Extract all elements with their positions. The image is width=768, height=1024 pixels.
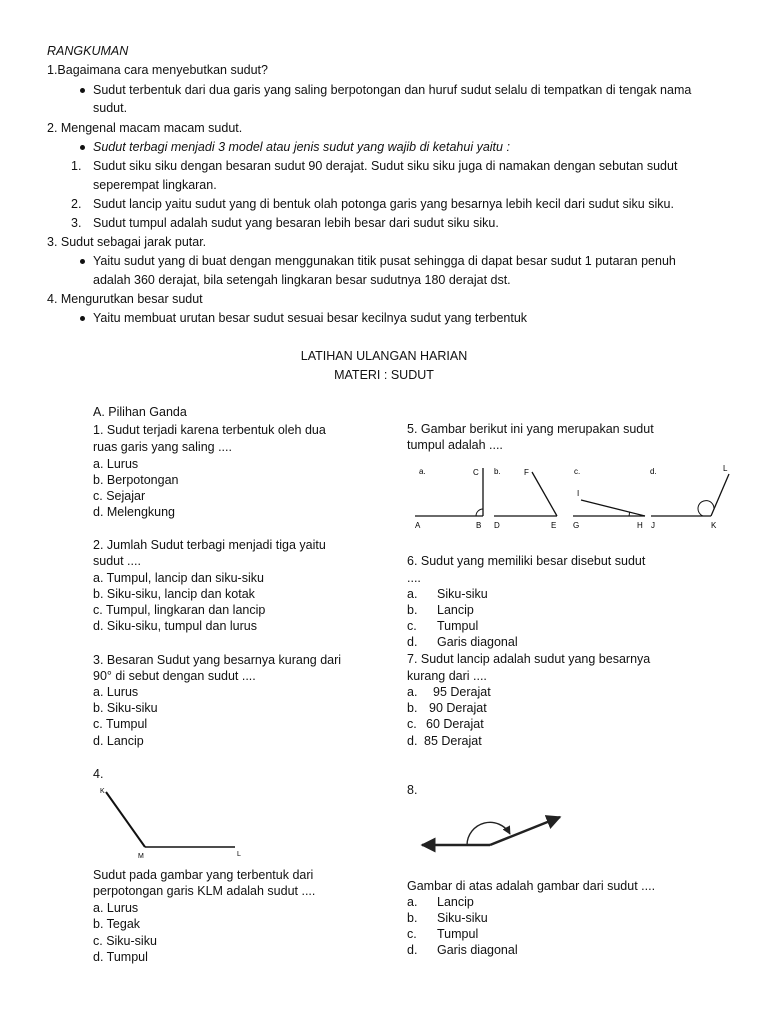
angle-with-arrows-figure bbox=[410, 805, 570, 860]
option-a[interactable]: 95 Derajat bbox=[433, 685, 491, 699]
section-multiple-choice: A. Pilihan Ganda bbox=[93, 405, 187, 419]
option-c[interactable]: 60 Derajat bbox=[426, 717, 484, 731]
svg-text:b.: b. bbox=[494, 467, 501, 476]
summary-section-4-title: 4. Mengurutkan besar sudut bbox=[47, 292, 203, 306]
question-text: 3. Besaran Sudut yang besarnya kurang dari bbox=[93, 653, 342, 667]
option-b[interactable]: Siku-siku bbox=[437, 911, 488, 925]
question-text: 7. Sudut lancip adalah sudut yang besarnya bbox=[407, 652, 651, 666]
option-b-key: b. bbox=[407, 603, 418, 617]
option-a-key: a. bbox=[407, 587, 418, 601]
option-c-key: c. bbox=[407, 717, 417, 731]
option-c-key: c. bbox=[407, 927, 417, 941]
option-d[interactable]: d. Lancip bbox=[93, 734, 144, 748]
label-m: M bbox=[138, 853, 144, 860]
option-c[interactable]: Tumpul bbox=[437, 619, 479, 633]
label-k: K bbox=[100, 788, 105, 795]
svg-text:E: E bbox=[551, 521, 557, 530]
summary-section-4-text: Yaitu membuat urutan besar sudut sesuai besar kecilnya sudut yang terbentuk bbox=[93, 311, 528, 325]
question-text-cont: tumpul adalah .... bbox=[407, 438, 503, 452]
option-d-key: d. bbox=[407, 943, 418, 957]
option-b[interactable]: Lancip bbox=[437, 603, 474, 617]
summary-item-text: Sudut siku siku dengan besaran sudut 90 derajat. Sudut siku siku juga di namakan dengan sebutan sudut bbox=[93, 159, 678, 173]
summary-section-3-text-cont: adalah 360 derajat, bila setengah lingkaran besar sudutnya 180 derajat dst. bbox=[93, 273, 511, 287]
angle-options-figure bbox=[405, 460, 745, 532]
option-d[interactable]: 85 Derajat bbox=[424, 734, 482, 748]
summary-section-2-text: Sudut terbagi menjadi 3 model atau jenis sudut yang wajib di ketahui yaitu : bbox=[93, 140, 510, 154]
option-d[interactable]: Garis diagonal bbox=[437, 943, 518, 957]
question-text-cont: kurang dari .... bbox=[407, 669, 487, 683]
svg-text:B: B bbox=[476, 521, 482, 530]
svg-text:F: F bbox=[524, 468, 529, 477]
svg-text:C: C bbox=[473, 468, 479, 477]
summary-section-1-text-cont: sudut. bbox=[93, 101, 128, 115]
question-text-cont: perpotongan garis KLM adalah sudut .... bbox=[93, 884, 316, 898]
option-d[interactable]: d. Tumpul bbox=[93, 950, 148, 964]
summary-item-text: Sudut lancip yaitu sudut yang di bentuk olah potonga garis yang besarnya lebih kecil dari sudut siku siku. bbox=[93, 197, 674, 211]
label-l: L bbox=[237, 851, 241, 858]
svg-text:d.: d. bbox=[650, 467, 657, 476]
option-a-key: a. bbox=[407, 895, 418, 909]
question-text-cont: 90° di sebut dengan sudut .... bbox=[93, 669, 256, 683]
bullet-icon bbox=[80, 316, 85, 321]
bullet-icon bbox=[80, 88, 85, 93]
angle-klm-figure bbox=[90, 780, 260, 865]
summary-item-number: 1. bbox=[71, 159, 82, 173]
option-b[interactable]: b. Berpotongan bbox=[93, 473, 179, 487]
option-b[interactable]: b. Siku-siku, lancip dan kotak bbox=[93, 587, 255, 601]
summary-section-3-title: 3. Sudut sebagai jarak putar. bbox=[47, 235, 207, 249]
bullet-icon bbox=[80, 259, 85, 264]
question-text-cont: ruas garis yang saling .... bbox=[93, 440, 232, 454]
summary-item-number: 2. bbox=[71, 197, 82, 211]
question-text: 6. Sudut yang memiliki besar disebut sudut bbox=[407, 554, 646, 568]
option-c[interactable]: c. Tumpul bbox=[93, 717, 148, 731]
question-text-cont: sudut .... bbox=[93, 554, 141, 568]
option-c[interactable]: Tumpul bbox=[437, 927, 479, 941]
option-c[interactable]: c. Sejajar bbox=[93, 489, 146, 503]
option-b[interactable]: b. Siku-siku bbox=[93, 701, 158, 715]
question-number: 8. bbox=[407, 783, 418, 797]
summary-item-number: 3. bbox=[71, 216, 82, 230]
svg-text:K: K bbox=[711, 521, 717, 530]
option-a-key: a. bbox=[407, 685, 418, 699]
option-c[interactable]: c. Tumpul, lingkaran dan lancip bbox=[93, 603, 266, 617]
question-text: 2. Jumlah Sudut terbagi menjadi tiga yaitu bbox=[93, 538, 326, 552]
svg-text:A: A bbox=[415, 521, 421, 530]
summary-heading: RANGKUMAN bbox=[47, 44, 129, 58]
question-text: Sudut pada gambar yang terbentuk dari bbox=[93, 868, 314, 882]
summary-item-text-cont: seperempat lingkaran. bbox=[93, 178, 217, 192]
option-d[interactable]: Garis diagonal bbox=[437, 635, 518, 649]
question-text: 1. Sudut terjadi karena terbentuk oleh dua bbox=[93, 423, 326, 437]
svg-text:c.: c. bbox=[574, 467, 581, 476]
option-d[interactable]: d. Melengkung bbox=[93, 505, 176, 519]
svg-text:D: D bbox=[494, 521, 500, 530]
option-b[interactable]: 90 Derajat bbox=[429, 701, 487, 715]
svg-text:a.: a. bbox=[419, 467, 426, 476]
svg-text:I: I bbox=[577, 489, 580, 498]
summary-section-3-text: Yaitu sudut yang di buat dengan menggunakan titik pusat sehingga di dapat besar sudut 1 putaran penuh bbox=[93, 254, 676, 268]
option-d-key: d. bbox=[407, 734, 418, 748]
option-a[interactable]: Siku-siku bbox=[437, 587, 488, 601]
option-a[interactable]: a. Tumpul, lancip dan siku-siku bbox=[93, 571, 264, 585]
option-b-key: b. bbox=[407, 701, 418, 715]
svg-text:L: L bbox=[723, 464, 728, 473]
summary-section-1-text: Sudut terbentuk dari dua garis yang saling berpotongan dan huruf sudut selalu di tempatkan di tengak nama bbox=[93, 83, 692, 97]
question-number: 4. bbox=[93, 767, 104, 781]
option-c[interactable]: c. Siku-siku bbox=[93, 934, 157, 948]
summary-section-2-title: 2. Mengenal macam macam sudut. bbox=[47, 121, 243, 135]
summary-section-1-title: 1.Bagaimana cara menyebutkan sudut? bbox=[47, 63, 268, 77]
option-b[interactable]: b. Tegak bbox=[93, 917, 141, 931]
bullet-icon bbox=[80, 145, 85, 150]
option-c-key: c. bbox=[407, 619, 417, 633]
option-d-key: d. bbox=[407, 635, 418, 649]
option-a[interactable]: Lancip bbox=[437, 895, 474, 909]
summary-item-text: Sudut tumpul adalah sudut yang besaran lebih besar dari sudut siku siku. bbox=[93, 216, 499, 230]
question-text-cont: .... bbox=[407, 571, 421, 585]
option-a[interactable]: a. Lurus bbox=[93, 457, 139, 471]
option-b-key: b. bbox=[407, 911, 418, 925]
option-d[interactable]: d. Siku-siku, tumpul dan lurus bbox=[93, 619, 257, 633]
svg-text:J: J bbox=[651, 521, 655, 530]
option-a[interactable]: a. Lurus bbox=[93, 685, 139, 699]
exam-subtitle: MATERI : SUDUT bbox=[334, 368, 434, 382]
svg-text:H: H bbox=[637, 521, 643, 530]
svg-text:G: G bbox=[573, 521, 580, 530]
option-a[interactable]: a. Lurus bbox=[93, 901, 139, 915]
question-text: Gambar di atas adalah gambar dari sudut .... bbox=[407, 879, 656, 893]
question-text: 5. Gambar berikut ini yang merupakan sudut bbox=[407, 422, 654, 436]
exam-title: LATIHAN ULANGAN HARIAN bbox=[300, 349, 468, 363]
